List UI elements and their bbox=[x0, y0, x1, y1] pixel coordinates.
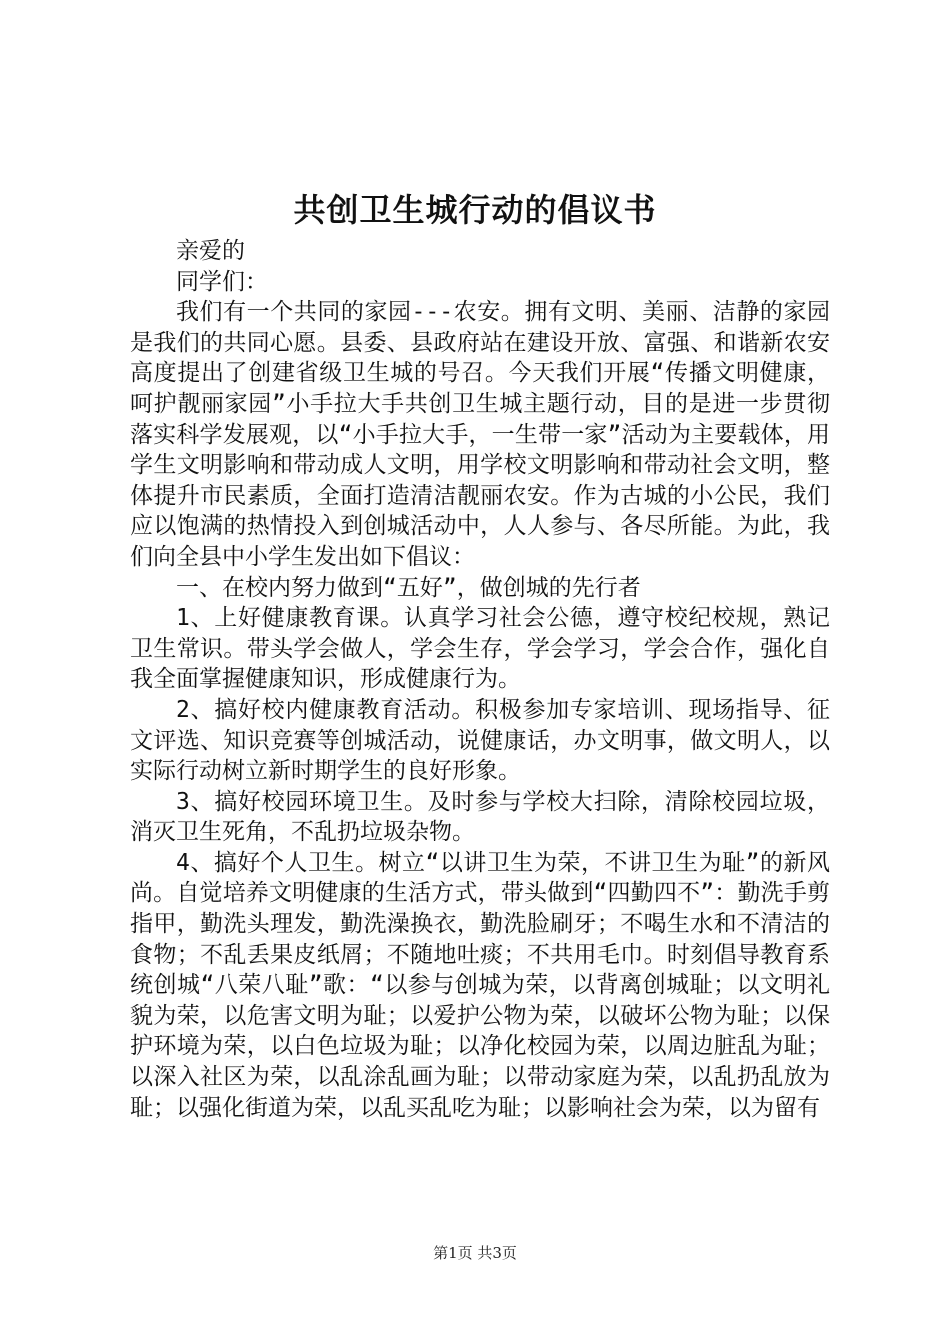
salutation-line-2: 同学们： bbox=[176, 268, 268, 295]
paragraph-item-3: 3、搞好校园环境卫生。及时参与学校大扫除，清除校园垃圾，消灭卫生死角，不乱扔垃圾杂物。 bbox=[130, 788, 830, 846]
paragraph-item-2: 2、搞好校内健康教育活动。积极参加专家培训、现场指导、征文评选、知识竞赛等创城活动，说健康话，办文明事，做文明人，以实际行动树立新时期学生的良好形象。 bbox=[130, 696, 830, 785]
paragraph-item-1: 1、上好健康教育课。认真学习社会公德，遵守校纪校规，熟记卫生常识。带头学会做人，学会生存，学会学习，学会合作，强化自我全面掌握健康知识，形成健康行为。 bbox=[130, 605, 830, 693]
document-body bbox=[130, 236, 830, 1123]
document-title: 共创卫生城行动的倡议书 bbox=[293, 191, 657, 229]
section-heading-1: 一、在校内努力做到“五好”，做创城的先行者 bbox=[176, 574, 641, 601]
salutation-line-1: 亲爱的 bbox=[176, 238, 245, 264]
page-number: 第1页 共3页 bbox=[433, 1244, 517, 1262]
paragraph-item-4: 4、搞好个人卫生。树立“以讲卫生为荣，不讲卫生为耻”的新风尚。自觉培养文明健康的生活方式，带头做到“四勤四不”：勤洗手剪指甲，勤洗头理发，勤洗澡换衣，勤洗脸刷牙；不喝生水和不清洁的食物；不乱丢果皮纸屑；不随地吐痰；不共用毛巾。时刻倡导教育系统创城“八荣八耻”歌：“以参与创城为荣，以背离创城耻；以文明礼貌为荣，以危害文明为耻；以爱护公物为荣，以破坏公物为耻；以保护环境为荣，以白色垃圾为耻；以净化校园为荣，以周边脏乱为耻；以深入社区为荣，以乱涂乱画为耻；以带动家庭为荣，以乱扔乱放为耻；以强化街道为荣，以乱买乱吃为耻；以影响社会为荣，以为留有 bbox=[130, 849, 830, 1121]
paragraph-intro: 我们有一个共同的家园---农安。拥有文明、美丽、洁静的家园是我们的共同心愿。县委、县政府站在建设开放、富强、和谐新农安高度提出了创建省级卫生城的号召。今天我们开展“传播文明健康，呵护靓丽家园”小手拉大手共创卫生城主题行动，目的是进一步贯彻落实科学发展观，以“小手拉大手，一生带一家”活动为主要载体，用学生文明影响和带动成人文明，用学校文明影响和带动社会文明，整体提升市民素质，全面打造清洁靓丽农安。作为古城的小公民，我们应以饱满的热情投入到创城活动中，人人参与、各尽所能。为此，我们向全县中小学生发出如下倡议： bbox=[130, 299, 830, 570]
